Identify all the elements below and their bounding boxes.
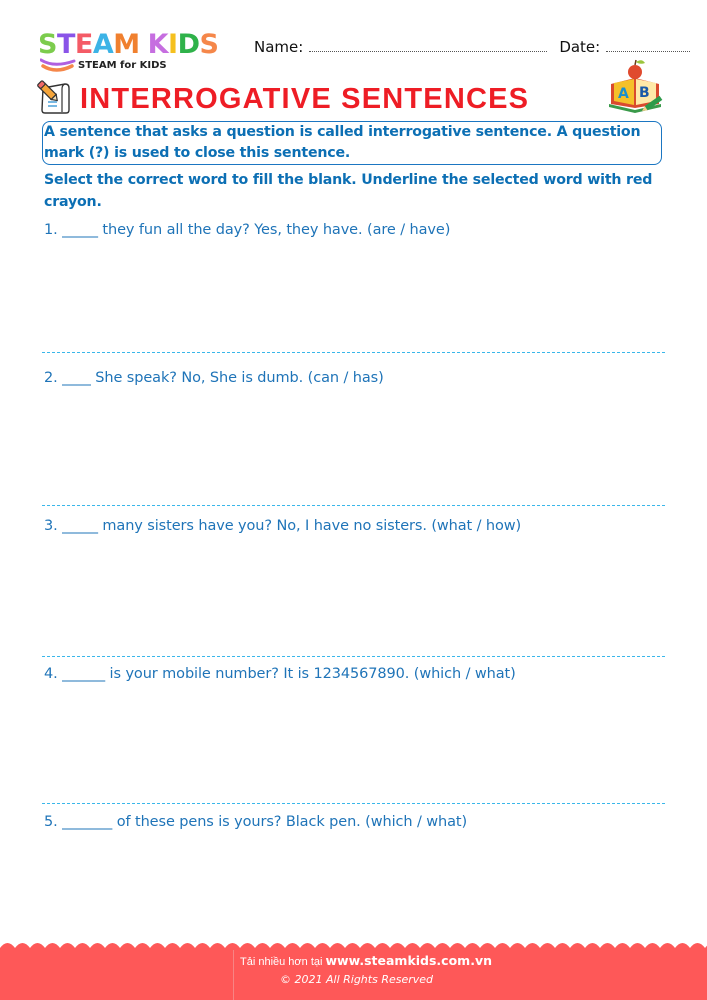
steam-kids-logo xyxy=(38,30,238,75)
logo-smile-icon xyxy=(40,58,76,74)
name-label: Name: xyxy=(254,38,304,56)
question-4: 4. ______ is your mobile number? It is 1234567890. (which / what) xyxy=(44,666,516,682)
question-5: 5. _______ of these pens is yours? Black pen. (which / what) xyxy=(44,814,468,830)
pencil-paper-icon xyxy=(35,80,73,116)
logo-letter: K xyxy=(147,29,169,60)
footer-copyright: © 2021 All Rights Reserved xyxy=(280,973,434,986)
answer-separator xyxy=(42,352,665,353)
logo-letter: E xyxy=(74,29,93,60)
footer-prefix: Tải nhiều hơn tại xyxy=(240,956,326,968)
answer-separator xyxy=(42,803,665,804)
question-2: 2. ____ She speak? No, She is dumb. (can / has) xyxy=(44,370,384,386)
question-3: 3. _____ many sisters have you? No, I have no sisters. (what / how) xyxy=(44,518,522,534)
logo-letter: T xyxy=(56,29,75,60)
logo-letter: M xyxy=(113,29,140,60)
svg-text:A: A xyxy=(618,86,629,102)
abc-book-icon xyxy=(605,58,667,116)
name-field[interactable] xyxy=(309,40,547,52)
svg-text:B: B xyxy=(639,85,650,101)
date-field[interactable] xyxy=(606,40,690,52)
footer-download-line xyxy=(240,953,492,968)
footer-divider xyxy=(233,950,234,1000)
logo-wordmark xyxy=(38,30,218,60)
logo-letter: D xyxy=(177,29,200,60)
logo-letter: A xyxy=(92,29,114,60)
name-date-row xyxy=(254,38,690,56)
logo-subtitle: STEAM for KIDS xyxy=(78,60,167,71)
answer-separator xyxy=(42,656,665,657)
definition-text: A sentence that asks a question is called interrogative sentence. A question mark (?) is used to close this sentence. xyxy=(44,124,641,161)
footer-website-link[interactable]: www.steamkids.com.vn xyxy=(325,953,492,968)
date-label: Date: xyxy=(559,38,601,56)
answer-separator xyxy=(42,505,665,506)
page-title: INTERROGATIVE SENTENCES xyxy=(80,83,530,115)
question-1: 1. _____ they fun all the day? Yes, they have. (are / have) xyxy=(44,222,451,238)
instruction-text: Select the correct word to fill the blank. Underline the selected word with red crayon. xyxy=(44,172,653,210)
logo-letter: S xyxy=(199,29,219,60)
logo-letter: I xyxy=(168,29,178,60)
logo-letter: S xyxy=(38,29,57,60)
